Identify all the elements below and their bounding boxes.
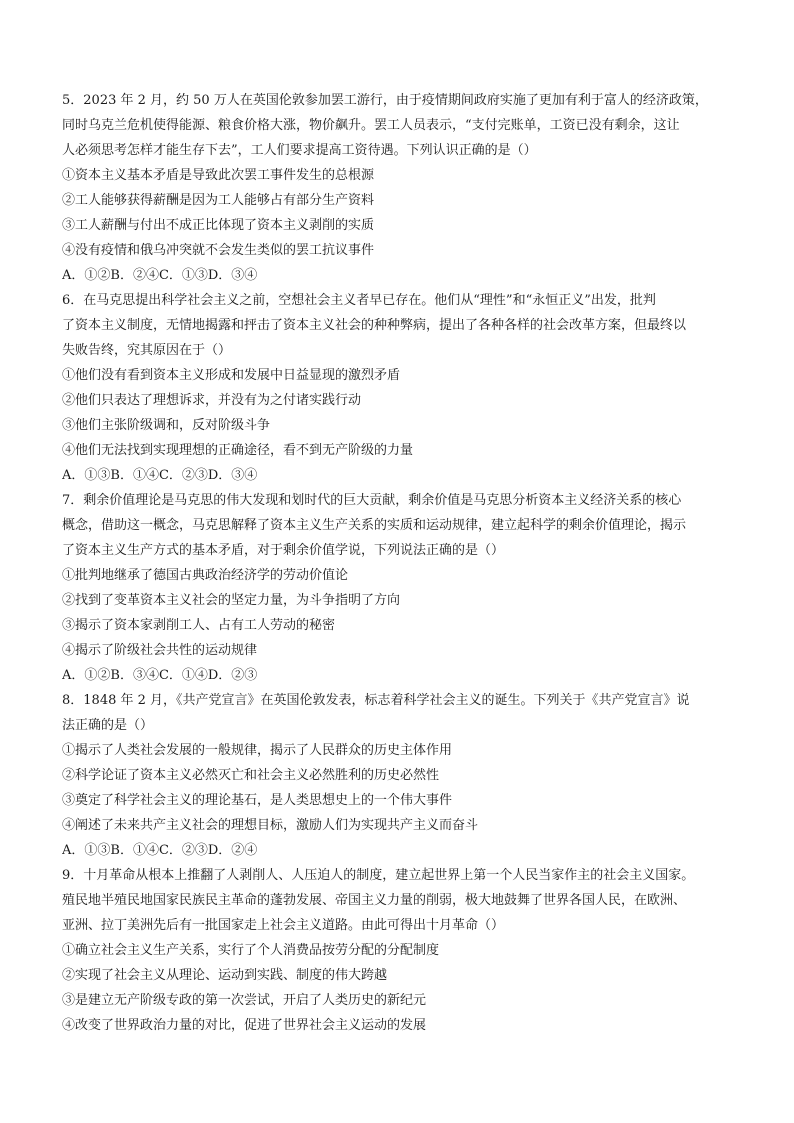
question-list (62, 88, 742, 1038)
question-stem-line: 人必须思考怎样才能生存下去”，工人们要求提高工资待遇。下列认识正确的是（） (62, 143, 537, 158)
question-stem-line: 了资本主义制度，无情地揭露和抨击了资本主义社会的种种弊病，提出了各种各样的社会改革方案，但最终以 (62, 318, 687, 333)
question-stem-line: 9．十月革命从根本上推翻了人剥削人、人压迫人的制度，建立起世界上第一个人民当家作主的社会主义国家。 (62, 868, 695, 883)
question-stem-line: 概念，借助这一概念，马克思解释了资本主义生产关系的实质和运动规律，建立起科学的剩余价值理论，揭示 (62, 518, 687, 533)
question-option: ①资本主义基本矛盾是导致此次罢工事件发生的总根源 (62, 168, 375, 183)
question-7 (62, 488, 742, 688)
question-option: ③工人薪酬与付出不成正比体现了资本主义剥削的实质 (62, 218, 375, 233)
question-option: ③揭示了资本家剥削工人、占有工人劳动的秘密 (62, 618, 336, 633)
question-5 (62, 88, 742, 288)
question-stem-line: 同时乌克兰危机使得能源、粮食价格大涨，物价飙升。罢工人员表示，“支付完账单，工资已没有剩余，这让 (62, 118, 680, 133)
question-stem-line: 5．2023 年 2 月，约 50 万人在英国伦敦参加罢工游行，由于疫情期间政府实施了更加有利于富人的经济政策， (62, 93, 708, 108)
answer-choices: A．①③B．①④C．②③D．②④ (62, 843, 258, 858)
question-stem-line: 法正确的是（） (62, 718, 154, 733)
question-option: ③是建立无产阶级专政的第一次尝试，开启了人类历史的新纪元 (62, 993, 427, 1008)
question-stem-line: 亚洲、拉丁美洲先后有一批国家走上社会主义道路。由此可得出十月革命（） (62, 918, 505, 933)
question-option: ④揭示了阶级社会共性的运动规律 (62, 643, 258, 658)
question-option: ④没有疫情和俄乌冲突就不会发生类似的罢工抗议事件 (62, 243, 375, 258)
question-option: ①批判地继承了德国古典政治经济学的劳动价值论 (62, 568, 349, 583)
question-option: ②找到了变革资本主义社会的坚定力量，为斗争指明了方向 (62, 593, 401, 608)
question-option: ④他们无法找到实现理想的正确途径，看不到无产阶级的力量 (62, 443, 414, 458)
answer-choices: A．①②B．③④C．①④D．②③ (62, 668, 258, 683)
question-stem-line: 了资本主义生产方式的基本矛盾，对于剩余价值学说，下列说法正确的是（） (62, 543, 505, 558)
answer-choices: A．①②B．②④C．①③D．③④ (62, 268, 258, 283)
question-option: ②工人能够获得薪酬是因为工人能够占有部分生产资料 (62, 193, 375, 208)
answer-choices: A．①③B．①④C．②③D．③④ (62, 468, 258, 483)
question-option: ③他们主张阶级调和，反对阶级斗争 (62, 418, 271, 433)
question-option: ②他们只表达了理想诉求，并没有为之付诸实践行动 (62, 393, 362, 408)
question-option: ①确立社会主义生产关系，实行了个人消费品按劳分配的分配制度 (62, 943, 440, 958)
question-stem-line: 8．1848 年 2 月，《共产党宣言》在英国伦敦发表，标志着科学社会主义的诞生。下列关于《共产党宣言》说 (62, 693, 690, 708)
question-stem-line: 6．在马克思提出科学社会主义之前，空想社会主义者早已存在。他们从“理性”和“永恒正义”出发，批判 (62, 293, 656, 308)
question-option: ③奠定了科学社会主义的理论基石，是人类思想史上的一个伟大事件 (62, 793, 453, 808)
question-option: ④改变了世界政治力量的对比，促进了世界社会主义运动的发展 (62, 1018, 427, 1033)
question-8 (62, 688, 742, 863)
question-6 (62, 288, 742, 488)
question-stem-line: 失败告终，究其原因在于（） (62, 343, 232, 358)
question-stem-line: 7．剩余价值理论是马克思的伟大发现和划时代的巨大贡献，剩余价值是马克思分析资本主义经济关系的核心 (62, 493, 682, 508)
question-option: ②实现了社会主义从理论、运动到实践、制度的伟大跨越 (62, 968, 388, 983)
question-option: ④阐述了未来共产主义社会的理想目标，激励人们为实现共产主义而奋斗 (62, 818, 479, 833)
question-stem-line: 殖民地半殖民地国家民族民主革命的蓬勃发展、帝国主义力量的削弱，极大地鼓舞了世界各国人民，在欧洲、 (62, 893, 687, 908)
question-option: ①揭示了人类社会发展的一般规律，揭示了人民群众的历史主体作用 (62, 743, 453, 758)
question-option: ①他们没有看到资本主义形成和发展中日益显现的激烈矛盾 (62, 368, 401, 383)
question-9 (62, 863, 742, 1038)
question-option: ②科学论证了资本主义必然灭亡和社会主义必然胜利的历史必然性 (62, 768, 440, 783)
